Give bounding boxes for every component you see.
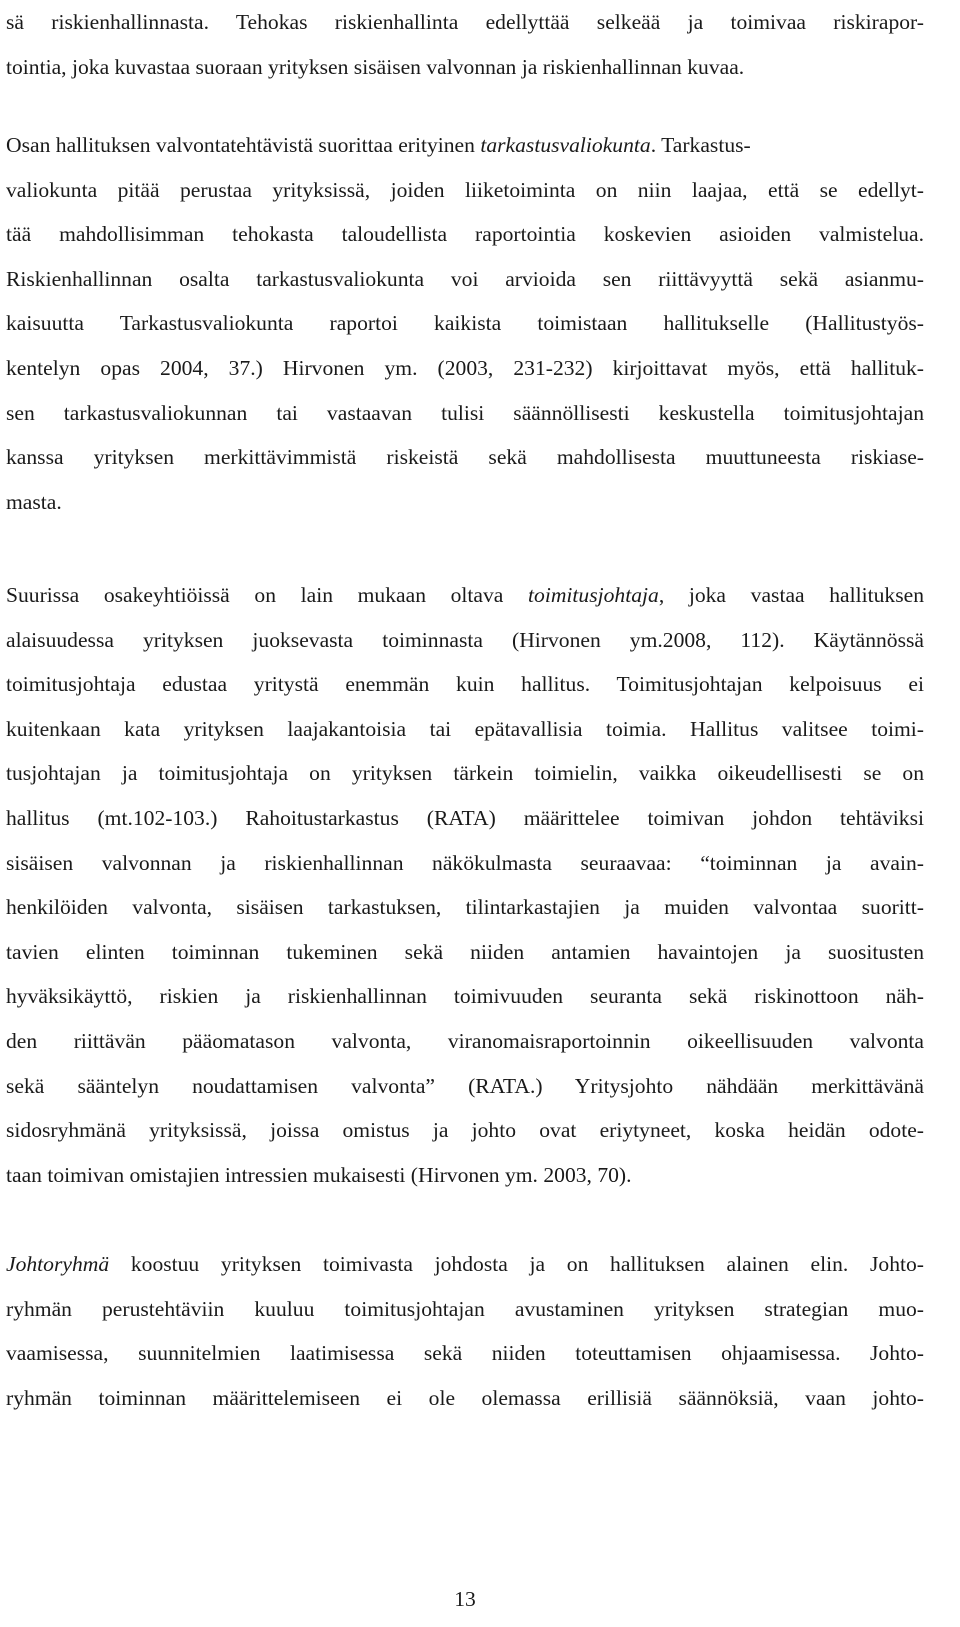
text-line: kentelyn opas 2004, 37.) Hirvonen ym. (2003, 231-232) kirjoittavat myös, että hallituk- bbox=[6, 355, 924, 380]
emphasis-term: Johtoryhmä bbox=[6, 1252, 110, 1276]
text-line bbox=[6, 123, 924, 168]
paragraph-1 bbox=[6, 0, 924, 89]
page-number: 13 bbox=[454, 1587, 476, 1611]
text-line: ryhmän toiminnan määrittelemiseen ei ole olemassa erillisiä säännöksiä, vaan johto- bbox=[6, 1385, 924, 1410]
text-line: tusjohtajan ja toimitusjohtaja on yrityksen tärkein toimielin, vaikka oikeudellisesti se on bbox=[6, 761, 924, 786]
emphasis-term: tarkastusvaliokunta bbox=[480, 133, 651, 157]
text-span: . Tarkastus- bbox=[650, 133, 751, 157]
text-line: tavien elinten toiminnan tukeminen sekä niiden antamien havaintojen ja suositusten bbox=[6, 939, 924, 964]
paragraph-2 bbox=[6, 123, 924, 524]
text-line: den riittävän pääomatason valvonta, viranomaisraportoinnin oikeellisuuden valvonta bbox=[6, 1028, 924, 1053]
text-line: kuitenkaan kata yrityksen laajakantoisia tai epätavallisia toimia. Hallitus valitsee toimi- bbox=[6, 716, 924, 741]
text-line: vaamisessa, suunnitelmien laatimisessa sekä niiden toteuttamisen ohjaamisessa. Johto- bbox=[6, 1341, 924, 1366]
text-line: kaisuutta Tarkastusvaliokunta raportoi kaikista toimistaan hallitukselle (Hallitustyös- bbox=[6, 311, 924, 336]
text-line: sisäisen valvonnan ja riskienhallinnan näkökulmasta seuraavaa: “toiminnan ja avain- bbox=[6, 850, 924, 875]
text-line: taan toimivan omistajien intressien mukaisesti (Hirvonen ym. 2003, 70). bbox=[6, 1162, 632, 1187]
text-line: sen tarkastusvaliokunnan tai vastaavan tulisi säännöllisesti keskustella toimitusjohtajan bbox=[6, 400, 924, 425]
text-line: Riskienhallinnan osalta tarkastusvaliokunta voi arvioida sen riittävyyttä sekä asianmu- bbox=[6, 266, 924, 291]
text-line: valiokunta pitää perustaa yrityksissä, joiden liiketoiminta on niin laajaa, että se edellyt- bbox=[6, 177, 924, 202]
text-line: tointia, joka kuvastaa suoraan yrityksen sisäisen valvonnan ja riskienhallinnan kuvaa. bbox=[6, 54, 745, 79]
text-span: koostuu yrityksen toimivasta johdosta ja on hallituksen alainen elin. Johto- bbox=[109, 1252, 924, 1276]
emphasis-term: toimitusjohtaja bbox=[528, 583, 659, 607]
text-line: sidosryhmänä yrityksissä, joissa omistus ja johto ovat eriytyneet, koska heidän odote- bbox=[6, 1118, 924, 1143]
document-page bbox=[6, 0, 924, 1627]
text-span: Suurissa osakeyhtiöissä on lain mukaan oltava bbox=[6, 583, 529, 607]
text-line: hyväksikäyttö, riskien ja riskienhallinnan toimivuuden seuranta sekä riskinottoon näh- bbox=[6, 984, 924, 1009]
text-line: henkilöiden valvonta, sisäisen tarkastuksen, tilintarkastajien ja muiden valvontaa suoritt- bbox=[6, 895, 924, 920]
text-line bbox=[6, 1242, 924, 1287]
paragraph-3 bbox=[6, 573, 924, 1197]
text-line: hallitus (mt.102-103.) Rahoitustarkastus (RATA) määrittelee toimivan johdon tehtäviksi bbox=[6, 805, 924, 830]
text-line bbox=[6, 573, 924, 618]
text-line: sekä sääntelyn noudattamisen valvonta” (RATA.) Yritysjohto nähdään merkittävänä bbox=[6, 1073, 924, 1098]
text-line: tää mahdollisimman tehokasta taloudellista raportointia koskevien asioiden valmistelua. bbox=[6, 222, 924, 247]
text-line: alaisuudessa yrityksen juoksevasta toiminnasta (Hirvonen ym.2008, 112). Käytännössä bbox=[6, 627, 924, 652]
text-line: masta. bbox=[6, 489, 62, 514]
text-line: ryhmän perustehtäviin kuuluu toimitusjohtajan avustaminen yrityksen strategian muo- bbox=[6, 1296, 924, 1321]
text-line: sä riskienhallinnasta. Tehokas riskienhallinta edellyttää selkeää ja toimivaa riskirapor- bbox=[6, 10, 924, 34]
paragraph-4 bbox=[6, 1242, 924, 1420]
text-line: toimitusjohtaja edustaa yritystä enemmän kuin hallitus. Toimitusjohtajan kelpoisuus ei bbox=[6, 672, 924, 697]
text-span: Osan hallituksen valvontatehtävistä suorittaa erityinen bbox=[6, 133, 481, 157]
text-line: kanssa yrityksen merkittävimmistä riskeistä sekä mahdollisesta muuttuneesta riskiase- bbox=[6, 445, 924, 470]
text-span: , joka vastaa hallituksen bbox=[658, 583, 924, 607]
